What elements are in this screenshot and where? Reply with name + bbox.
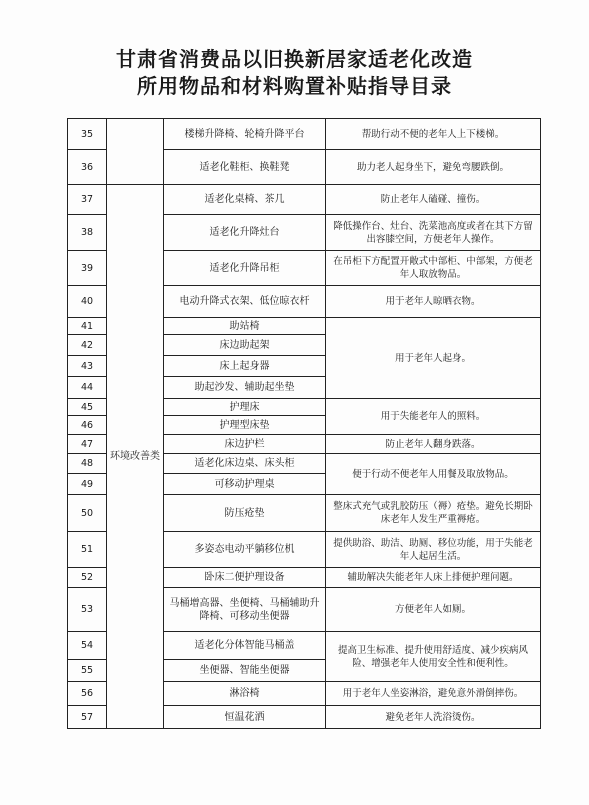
row-number: 52 bbox=[68, 568, 107, 588]
item-name: 多姿态电动平躺移位机 bbox=[164, 532, 326, 568]
item-description-merged: 用于老年人起身。 bbox=[326, 318, 541, 399]
row-number: 48 bbox=[68, 454, 107, 474]
row-number: 45 bbox=[68, 399, 107, 416]
row-number: 56 bbox=[68, 682, 107, 706]
row-number: 53 bbox=[68, 588, 107, 632]
row-number: 44 bbox=[68, 377, 107, 399]
item-description: 辅助解决失能老年人床上排便护理问题。 bbox=[326, 568, 541, 588]
row-number: 46 bbox=[68, 416, 107, 435]
row-number: 51 bbox=[68, 532, 107, 568]
row-number: 38 bbox=[68, 215, 107, 251]
item-name: 楼梯升降椅、轮椅升降平台 bbox=[164, 119, 326, 150]
item-name: 床边护栏 bbox=[164, 435, 326, 454]
item-description: 用于老年人坐姿淋浴，避免意外滑倒摔伤。 bbox=[326, 682, 541, 706]
row-number: 57 bbox=[68, 706, 107, 729]
item-name: 适老化鞋柜、换鞋凳 bbox=[164, 150, 326, 185]
category-cell-blank bbox=[107, 119, 164, 185]
item-name: 马桶增高器、坐便椅、马桶辅助升降椅、可移动坐便器 bbox=[164, 588, 326, 632]
item-name: 淋浴椅 bbox=[164, 682, 326, 706]
row-number: 55 bbox=[68, 660, 107, 682]
item-description-merged: 提高卫生标准、提升使用舒适度、减少疾病风险、增强老年人使用安全性和便利性。 bbox=[326, 632, 541, 682]
item-description: 降低操作台、灶台、洗菜池高度或者在其下方留出容膝空间，方便老年人操作。 bbox=[326, 215, 541, 251]
table-row bbox=[68, 185, 541, 215]
item-name: 卧床二便护理设备 bbox=[164, 568, 326, 588]
item-description: 方便老年人如厕。 bbox=[326, 588, 541, 632]
row-number: 41 bbox=[68, 318, 107, 335]
item-name: 可移动护理桌 bbox=[164, 474, 326, 495]
item-name: 坐便器、智能坐便器 bbox=[164, 660, 326, 682]
item-description: 整床式充气或乳胶防压（褥）疮垫。避免长期卧床老年人发生严重褥疮。 bbox=[326, 495, 541, 532]
row-number: 43 bbox=[68, 356, 107, 377]
row-number: 35 bbox=[68, 119, 107, 150]
item-name: 适老化升降灶台 bbox=[164, 215, 326, 251]
table-row bbox=[68, 119, 541, 150]
row-number: 37 bbox=[68, 185, 107, 215]
row-number: 54 bbox=[68, 632, 107, 660]
subsidy-catalog-table bbox=[67, 118, 541, 729]
item-name: 适老化桌椅、茶几 bbox=[164, 185, 326, 215]
item-description: 提供助浴、助洁、助厕、移位功能，用于失能老年人起居生活。 bbox=[326, 532, 541, 568]
item-name: 助起沙发、辅助起坐垫 bbox=[164, 377, 326, 399]
item-name: 床边助起架 bbox=[164, 335, 326, 356]
row-number: 49 bbox=[68, 474, 107, 495]
row-number: 50 bbox=[68, 495, 107, 532]
item-name: 适老化床边桌、床头柜 bbox=[164, 454, 326, 474]
item-description: 助力老人起身坐下，避免弯腰跌倒。 bbox=[326, 150, 541, 185]
item-description: 帮助行动不便的老年人上下楼梯。 bbox=[326, 119, 541, 150]
item-name: 床上起身器 bbox=[164, 356, 326, 377]
item-description-merged: 用于失能老年人的照料。 bbox=[326, 399, 541, 435]
row-number: 36 bbox=[68, 150, 107, 185]
item-description: 用于老年人晾晒衣物。 bbox=[326, 286, 541, 318]
item-name: 电动升降式衣架、低位晾衣杆 bbox=[164, 286, 326, 318]
item-name: 恒温花洒 bbox=[164, 706, 326, 729]
item-name: 护理床 bbox=[164, 399, 326, 416]
item-description: 在吊柜下方配置开敞式中部柜、中部架，方便老年人取放物品。 bbox=[326, 251, 541, 286]
item-name: 适老化分体智能马桶盖 bbox=[164, 632, 326, 660]
item-name: 适老化升降吊柜 bbox=[164, 251, 326, 286]
row-number: 39 bbox=[68, 251, 107, 286]
item-description: 避免老年人洗浴烫伤。 bbox=[326, 706, 541, 729]
row-number: 47 bbox=[68, 435, 107, 454]
item-name: 护理型床垫 bbox=[164, 416, 326, 435]
item-name: 防压疮垫 bbox=[164, 495, 326, 532]
document-title-line-2: 所用物品和材料购置补贴指导目录 bbox=[137, 74, 452, 98]
row-number: 40 bbox=[68, 286, 107, 318]
item-description-merged: 便于行动不便老年人用餐及取放物品。 bbox=[326, 454, 541, 495]
item-name: 助站椅 bbox=[164, 318, 326, 335]
item-description: 防止老年人翻身跌落。 bbox=[326, 435, 541, 454]
document-title-line-1: 甘肃省消费品以旧换新居家适老化改造 bbox=[116, 47, 473, 71]
row-number: 42 bbox=[68, 335, 107, 356]
item-description: 防止老年人磕碰、撞伤。 bbox=[326, 185, 541, 215]
category-cell: 环境改善类 bbox=[107, 185, 164, 729]
